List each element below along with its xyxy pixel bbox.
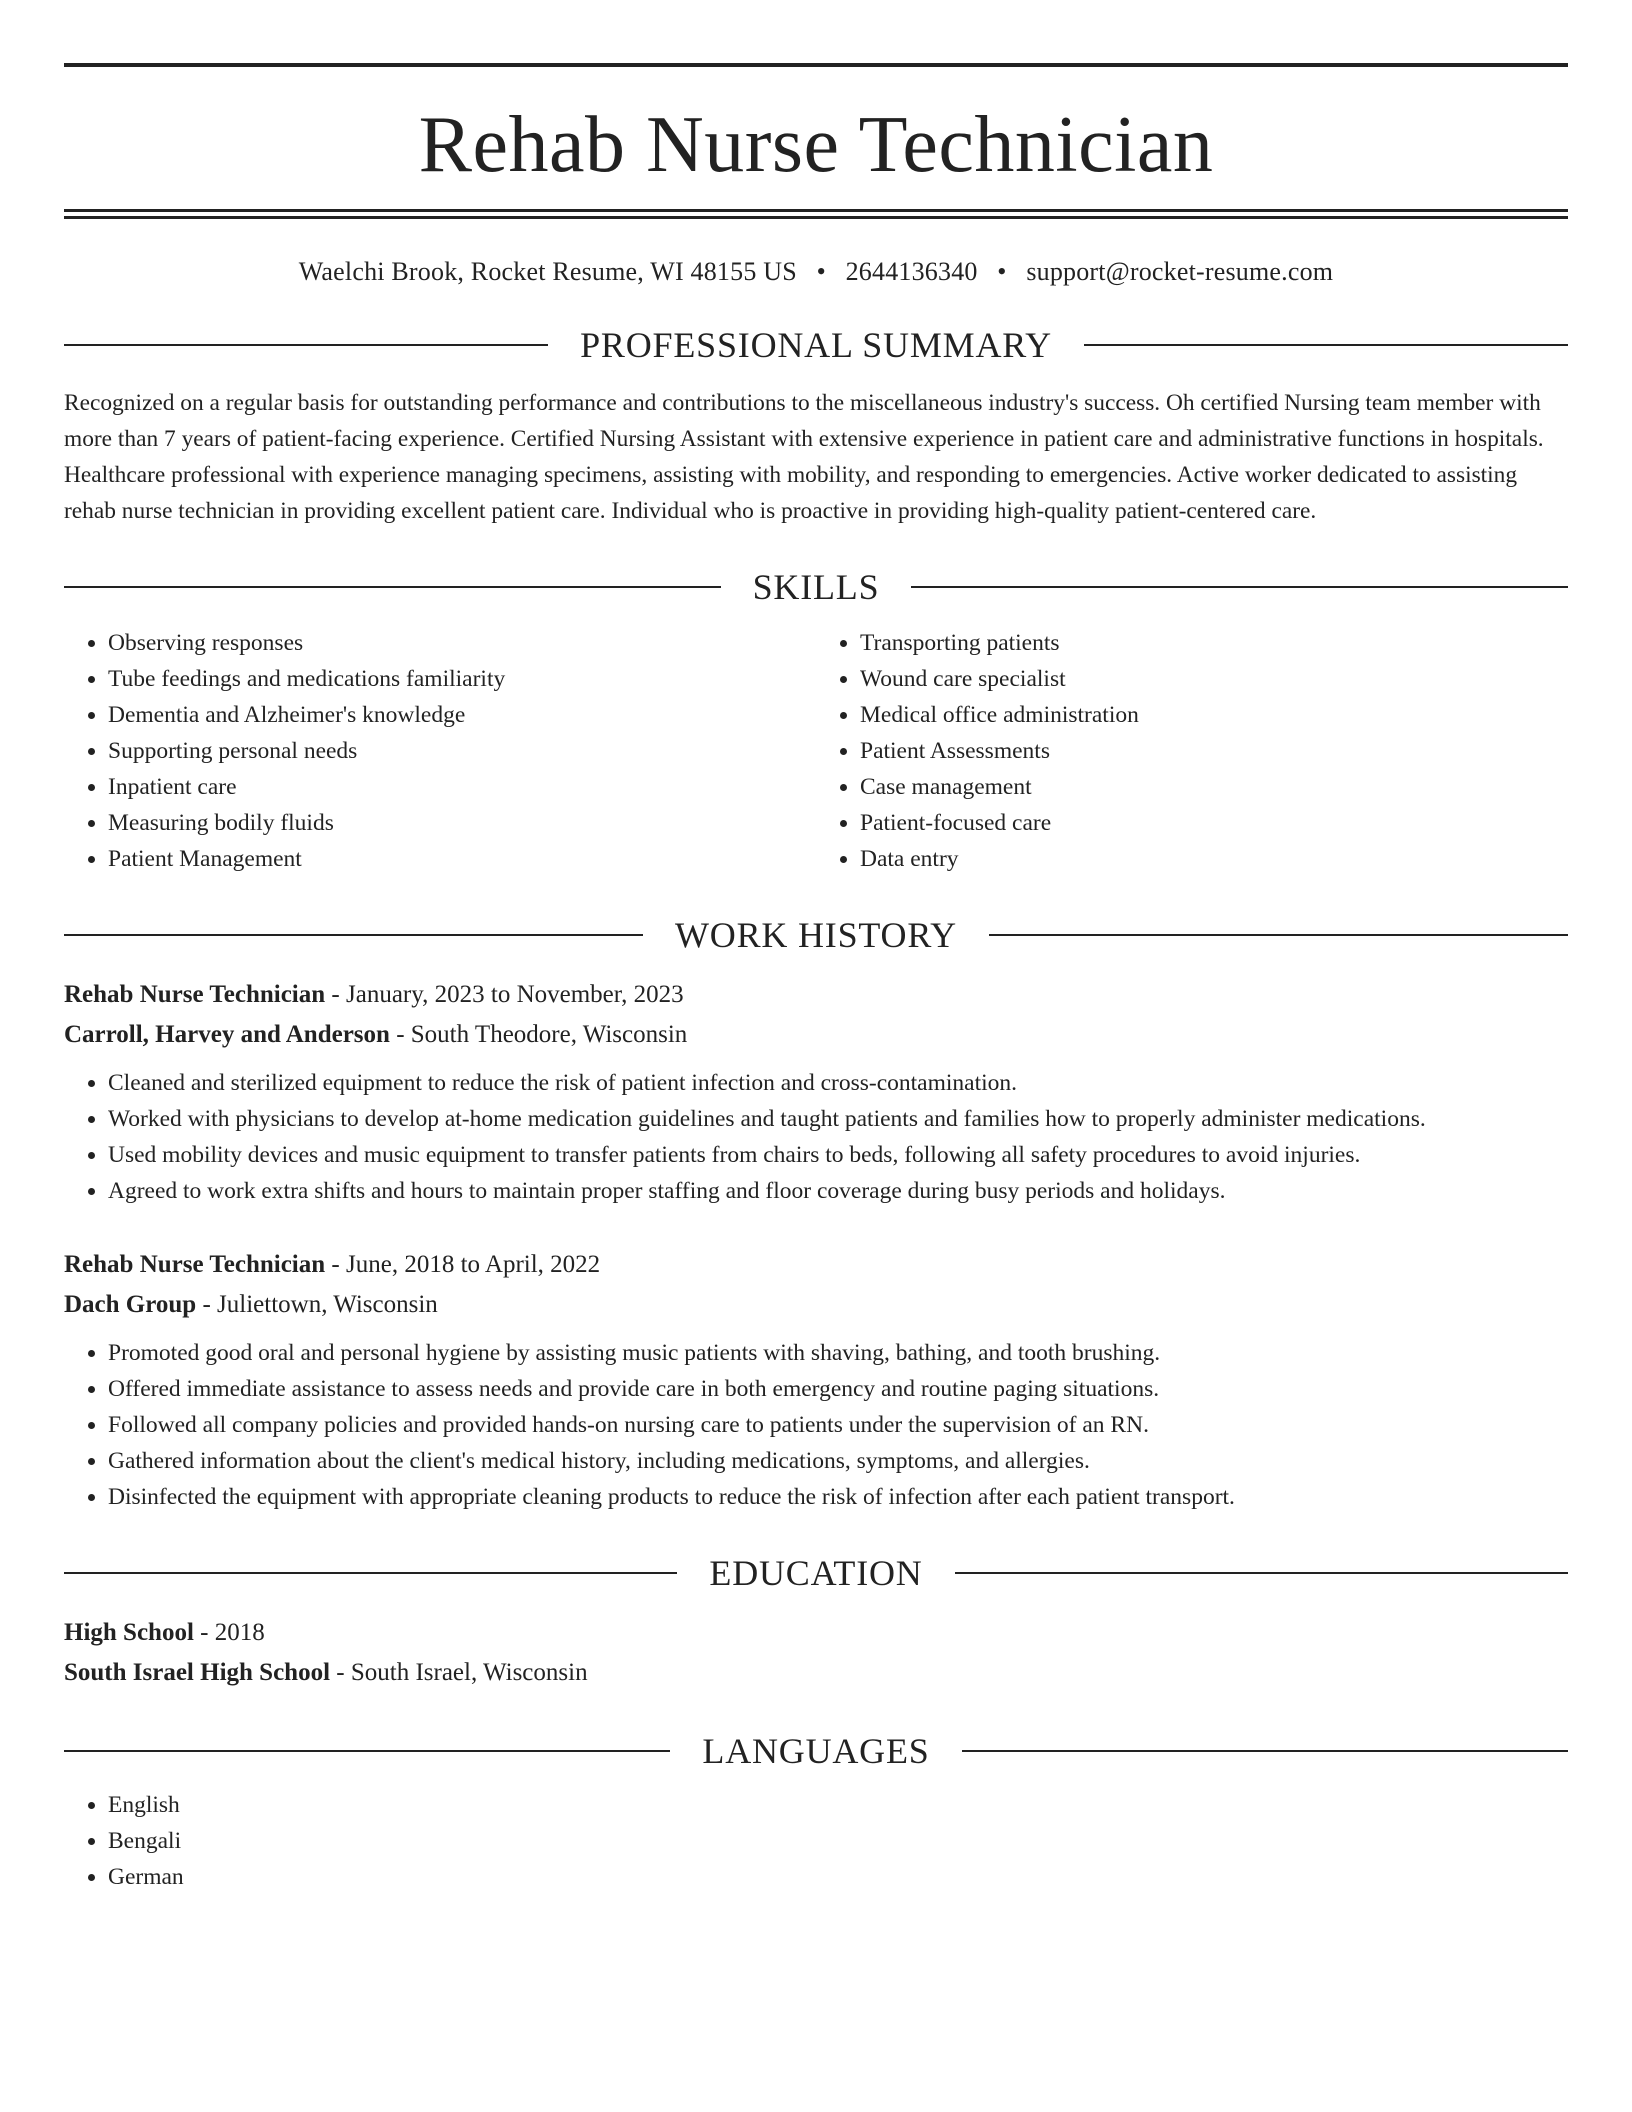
job-location: - South Theodore, Wisconsin — [389, 1021, 688, 1048]
contact-separator: • — [816, 257, 826, 286]
skill-item: • Observing responses — [108, 625, 816, 661]
language-item: • German — [108, 1859, 1568, 1895]
job-title-line — [64, 1245, 1568, 1285]
skills-column-right — [816, 625, 1568, 877]
job-company: Dach Group — [64, 1291, 197, 1318]
job-duties-list — [64, 1335, 1568, 1515]
education-school: South Israel High School — [64, 1659, 331, 1686]
contact-line — [64, 257, 1568, 287]
skills-section-title: SKILLS — [752, 567, 880, 607]
languages-section-header — [64, 1731, 1568, 1771]
education-year: - 2018 — [193, 1619, 265, 1646]
contact-phone: 2644136340 — [845, 257, 978, 286]
skill-item: • Dementia and Alzheimer's knowledge — [108, 697, 816, 733]
skill-item: • Case management — [860, 769, 1568, 805]
skill-item: • Inpatient care — [108, 769, 816, 805]
section-rule-left — [64, 1572, 677, 1574]
summary-section-header — [64, 325, 1568, 365]
summary-text: Recognized on a regular basis for outstanding performance and contributions to the miscellaneous industry's success. Oh certified Nursing team member with more than 7 years of patient-facing experience. Certified Nursing Assistant with extensive experience in patient care and administrative functions in hospitals. Healthcare professional with experience managing specimens, assisting with mobility, and responding to emergencies. Active worker dedicated to assisting rehab nurse technician in providing excellent patient care. Individual who is proactive in providing high-quality patient-centered care. — [64, 390, 1544, 524]
skills-list-left — [64, 625, 816, 877]
languages-section-title: LANGUAGES — [702, 1731, 930, 1771]
job-role: Rehab Nurse Technician — [64, 981, 326, 1008]
section-rule-left — [64, 934, 643, 936]
section-rule-left — [64, 586, 721, 588]
skill-item: • Tube feedings and medications familiarity — [108, 661, 816, 697]
skills-list-right — [816, 625, 1568, 877]
contact-email: support@rocket-resume.com — [1026, 257, 1334, 286]
contact-address: Waelchi Brook, Rocket Resume, WI 48155 US — [298, 257, 797, 286]
section-rule-right — [962, 1750, 1568, 1752]
education-section-title: EDUCATION — [709, 1553, 923, 1593]
job-title-line — [64, 975, 1568, 1015]
skill-item: • Wound care specialist — [860, 661, 1568, 697]
top-rule — [64, 63, 1568, 67]
section-rule-right — [911, 586, 1568, 588]
section-rule-right — [955, 1572, 1568, 1574]
skill-item: • Data entry — [860, 841, 1568, 877]
section-rule-right — [1084, 344, 1568, 346]
job-duty-item: • Followed all company policies and provided hands-on nursing care to patients under the supervision of an RN. — [108, 1407, 1568, 1443]
section-rule-left — [64, 1750, 670, 1752]
skill-item: • Transporting patients — [860, 625, 1568, 661]
skill-item: • Medical office administration — [860, 697, 1568, 733]
skills-column-left — [64, 625, 816, 877]
skills-grid — [64, 625, 1568, 877]
language-item: • Bengali — [108, 1823, 1568, 1859]
section-rule-left — [64, 344, 548, 346]
job-duty-item: • Offered immediate assistance to assess needs and provide care in both emergency and routine paging situations. — [108, 1371, 1568, 1407]
education-location: - South Israel, Wisconsin — [330, 1659, 588, 1686]
job-duty-item: • Disinfected the equipment with appropriate cleaning products to reduce the risk of infection after each patient transport. — [108, 1479, 1568, 1515]
job-duty-item: • Gathered information about the client's medical history, including medications, symptoms, and allergies. — [108, 1443, 1568, 1479]
job-duty-item: • Used mobility devices and music equipment to transfer patients from chairs to beds, following all safety procedures to avoid injuries. — [108, 1137, 1568, 1173]
job-duty-item: • Agreed to work extra shifts and hours to maintain proper staffing and floor coverage during busy periods and holidays. — [108, 1173, 1568, 1209]
skill-item: • Measuring bodily fluids — [108, 805, 816, 841]
languages-list — [64, 1787, 1568, 1895]
languages-block — [64, 1787, 1568, 1895]
job-company-line — [64, 1285, 1568, 1325]
job-duty-item: • Worked with physicians to develop at-home medication guidelines and taught patients and families how to properly administer medications. — [108, 1101, 1568, 1137]
job-company-line — [64, 1015, 1568, 1055]
language-item: • English — [108, 1787, 1568, 1823]
job-duties-list — [64, 1065, 1568, 1209]
skill-item: • Patient-focused care — [860, 805, 1568, 841]
section-rule-right — [989, 934, 1568, 936]
job-role: Rehab Nurse Technician — [64, 1251, 326, 1278]
work-section-header — [64, 915, 1568, 955]
resume-name: Rehab Nurse Technician — [418, 101, 1214, 189]
skills-section-header — [64, 567, 1568, 607]
education-entry — [64, 1613, 1568, 1693]
education-section-header — [64, 1553, 1568, 1593]
education-degree-line — [64, 1613, 1568, 1653]
skill-item: • Patient Management — [108, 841, 816, 877]
education-school-line — [64, 1653, 1568, 1693]
job-location: - Juliettown, Wisconsin — [196, 1291, 438, 1318]
job-duty-item: • Promoted good oral and personal hygiene by assisting music patients with shaving, bathing, and tooth brushing. — [108, 1335, 1568, 1371]
job-entry — [64, 1245, 1568, 1515]
skill-item: • Patient Assessments — [860, 733, 1568, 769]
summary-section-title: PROFESSIONAL SUMMARY — [580, 325, 1052, 365]
education-degree: High School — [64, 1619, 194, 1646]
job-entry — [64, 975, 1568, 1209]
skill-item: • Supporting personal needs — [108, 733, 816, 769]
contact-separator: • — [997, 257, 1007, 286]
job-company: Carroll, Harvey and Anderson — [64, 1021, 390, 1048]
job-dates: - June, 2018 to April, 2022 — [325, 1251, 601, 1278]
job-duty-item: • Cleaned and sterilized equipment to reduce the risk of patient infection and cross-contamination. — [108, 1065, 1568, 1101]
work-section-title: WORK HISTORY — [675, 915, 957, 955]
header-double-rule — [64, 209, 1568, 219]
job-dates: - January, 2023 to November, 2023 — [325, 981, 684, 1008]
